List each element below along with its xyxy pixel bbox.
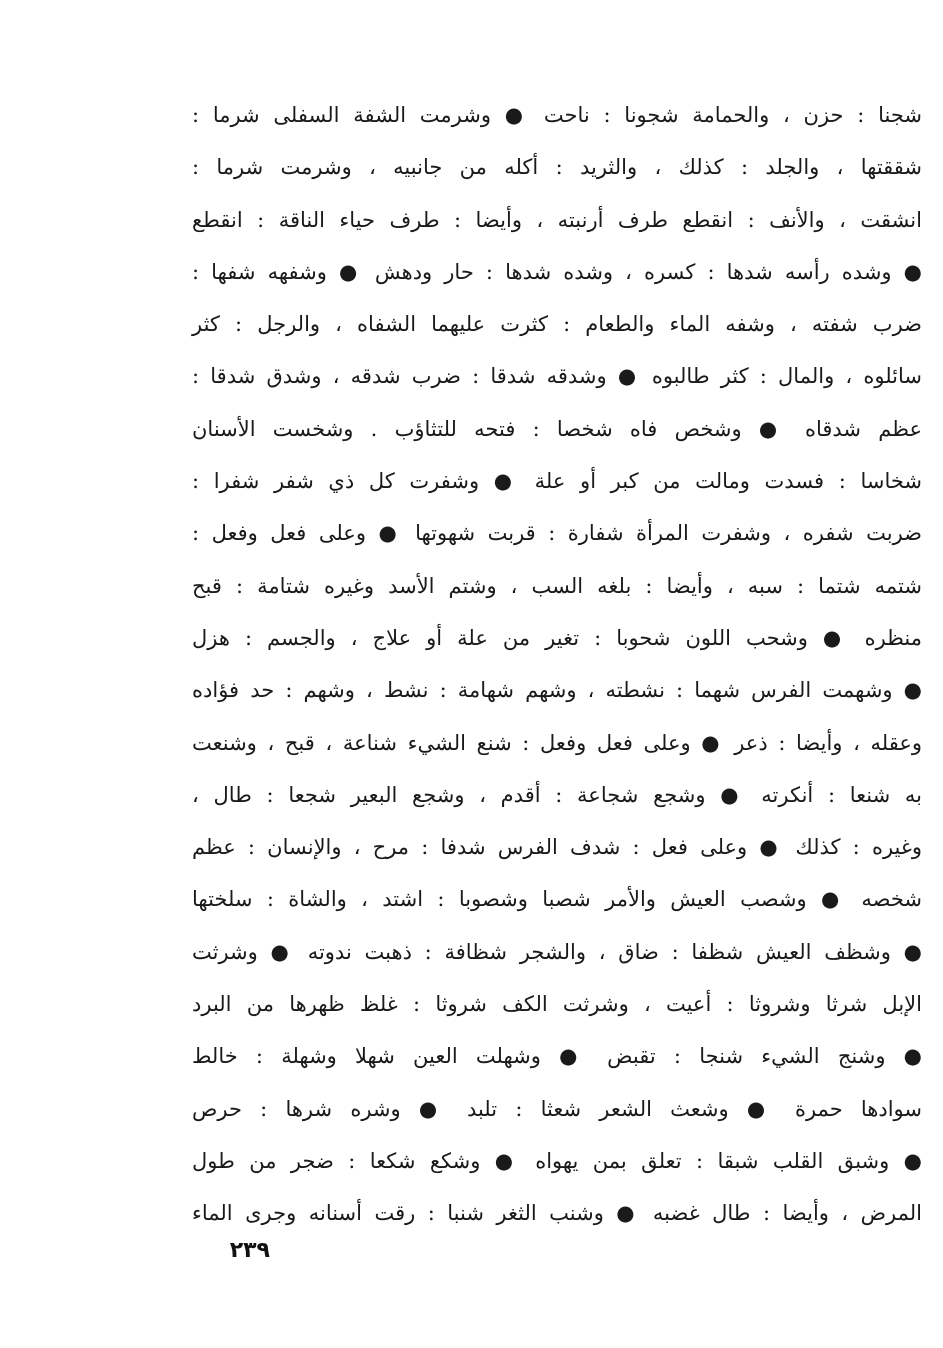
text-line: ضرب شفته ، وشفه الماء والطعام : كثرت عليهما الشفاه ، والرجل : كثر: [192, 312, 922, 337]
page-number: ٢٣٩: [229, 1238, 270, 1263]
text-line: عظم شدقاه ● وشخص فاه شخصا : فتحه للتثاؤب . وشخست الأسنان: [192, 416, 922, 441]
text-line: وغيره : كذلك ● وعلى فعل : شدف الفرس شدفا : مرح ، والإنسان : عظم: [192, 835, 922, 860]
text-line: ● وشده رأسه شدها : كسره ، وشده شدها : حار ودهش ● وشفهه شفها :: [192, 259, 922, 284]
text-line: ● وشهمت الفرس شهما : نشطته ، وشهم شهامة : نشط ، وشهم : حد فؤاده: [192, 678, 922, 703]
body-text: [192, 92, 922, 1243]
text-line: به شنعا : أنكرته ● وشجع شجاعة : أقدم ، وشجع البعير شجعا : طال ،: [192, 782, 922, 807]
text-line: سائلوه ، والمال : كثر طالبوه ● وشدقه شدقا : ضرب شدقه ، وشدق شدقا :: [192, 364, 922, 389]
text-line: المرض ، وأيضا : طال غضبه ● وشنب الثغر شنبا : رقت أسنانه وجرى الماء: [192, 1201, 922, 1226]
text-line: الإبل شرثا وشروثا : أعيت ، وشرثت الكف شروثا : غلظ ظهرها من البرد: [192, 992, 922, 1017]
text-line: شخصه ● وشصب العيش والأمر شصبا وشصوبا : اشتد ، والشاة : سلختها: [192, 887, 922, 912]
text-line: ضربت شفره ، وشفرت المرأة شفارة : قربت شهوتها ● وعلى فعل وفعل :: [192, 521, 922, 546]
text-line: ● وشظف العيش شظفا : ضاق ، والشجر شظافة : ذهبت ندوته ● وشرثت: [192, 939, 922, 964]
text-line: شجنا : حزن ، والحمامة شجونا : ناحت ● وشرمت الشفة السفلى شرما :: [192, 103, 922, 127]
text-line: ● وشبق القلب شبقا : تعلق بمن يهواه ● وشكع شكعا : ضجر من طول: [192, 1148, 922, 1173]
text-line: وعقله ، وأيضا : ذعر ● وعلى فعل وفعل : شنع الشيء شناعة ، قبح ، وشنعت: [192, 730, 922, 755]
text-line: ● وشنج الشيء شنجا : تقبض ● وشهلت العين شهلا وشهلة : خالط: [192, 1044, 922, 1069]
text-line: انشقت ، والأنف : انقطع طرف أرنبته ، وأيضا : طرف حياء الناقة : انقطع: [192, 207, 922, 232]
text-line: شققتها ، والجلد : كذلك ، والثريد : أكله من جانبيه ، وشرمت شرما :: [192, 155, 922, 180]
text-line: سوادها حمرة ● وشعث الشعر شعثا : تلبد ● وشره شرها : حرص: [192, 1096, 922, 1121]
text-line: شخاسا : فسدت ومالت من كبر أو علة ● وشفرت كل ذي شفر شفرا :: [192, 469, 922, 494]
text-line: شتمه شتما : سبه ، وأيضا : بلغه السب ، وشتم الأسد وغيره شتامة : قبح: [192, 573, 922, 598]
text-line: منظره ● وشحب اللون شحوبا : تغير من علة أو علاج ، والجسم : هزل: [192, 625, 922, 650]
